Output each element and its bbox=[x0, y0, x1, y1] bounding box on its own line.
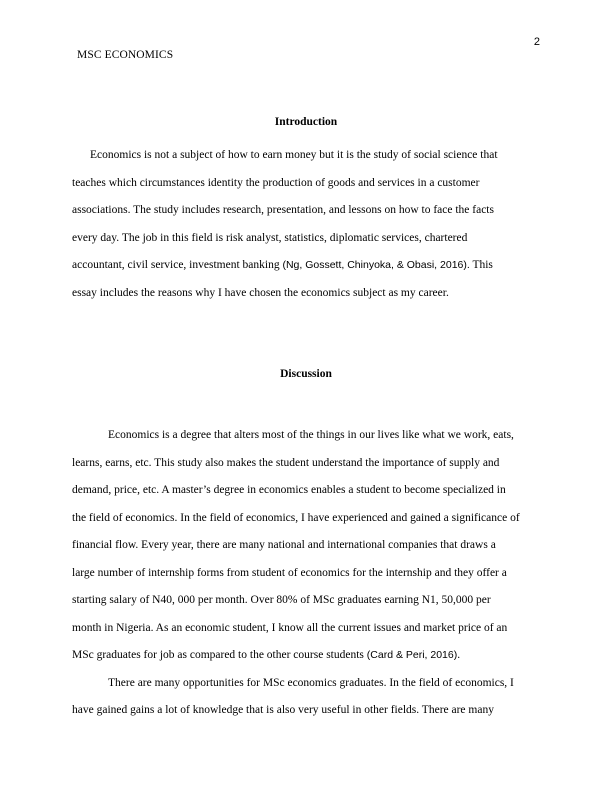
running-head: MSC ECONOMICS bbox=[77, 49, 174, 61]
citation: (Card & Peri, 2016) bbox=[366, 649, 458, 661]
paragraph-line: financial flow. Every year, there are many national and international companies that draws a bbox=[72, 539, 496, 551]
introduction-heading: Introduction bbox=[274, 116, 338, 128]
paragraph-line: Economics is a degree that alters most of the things in our lives like what we work, eats, bbox=[108, 429, 514, 441]
text-segment: accountant, civil service, investment banking bbox=[72, 259, 283, 271]
page-number: 2 bbox=[533, 36, 540, 48]
discussion-heading: Discussion bbox=[280, 368, 332, 380]
paragraph-line: teaches which circumstances identity the production of goods and services in a customer bbox=[72, 177, 480, 189]
citation: (Ng, Gossett, Chinyoka, & Obasi, 2016). bbox=[282, 259, 470, 271]
paragraph-line: the field of economics. In the field of economics, I have experienced and gained a significance of bbox=[72, 512, 520, 524]
paragraph-line: demand, price, etc. A master’s degree in economics enables a student to become specialized in bbox=[72, 484, 506, 496]
paragraph-line: associations. The study includes research, presentation, and lessons on how to face the facts bbox=[72, 204, 494, 216]
paragraph-line: have gained gains a lot of knowledge that is also very useful in other fields. There are many bbox=[72, 704, 494, 716]
text-segment: MSc graduates for job as compared to the other course students bbox=[72, 649, 367, 661]
paragraph-line: large number of internship forms from student of economics for the internship and they offer a bbox=[72, 567, 507, 579]
paragraph-line-with-citation bbox=[72, 649, 460, 661]
paragraph-line: starting salary of N40, 000 per month. Over 80% of MSc graduates earning N1, 50,000 per bbox=[72, 594, 491, 606]
paragraph-line-with-citation bbox=[72, 259, 493, 271]
text-segment: . bbox=[457, 649, 461, 661]
paragraph-line: month in Nigeria. As an economic student, I know all the current issues and market price of an bbox=[72, 622, 508, 634]
text-segment: This bbox=[469, 259, 493, 271]
paragraph-line: learns, earns, etc. This study also makes the student understand the importance of supply and bbox=[72, 457, 500, 469]
paragraph-line: essay includes the reasons why I have chosen the economics subject as my career. bbox=[72, 287, 449, 299]
paragraph-line: every day. The job in this field is risk analyst, statistics, diplomatic services, chartered bbox=[72, 232, 468, 244]
paragraph-line: There are many opportunities for MSc economics graduates. In the field of economics, I bbox=[108, 677, 514, 689]
paragraph-line: Economics is not a subject of how to earn money but it is the study of social science that bbox=[90, 149, 498, 161]
